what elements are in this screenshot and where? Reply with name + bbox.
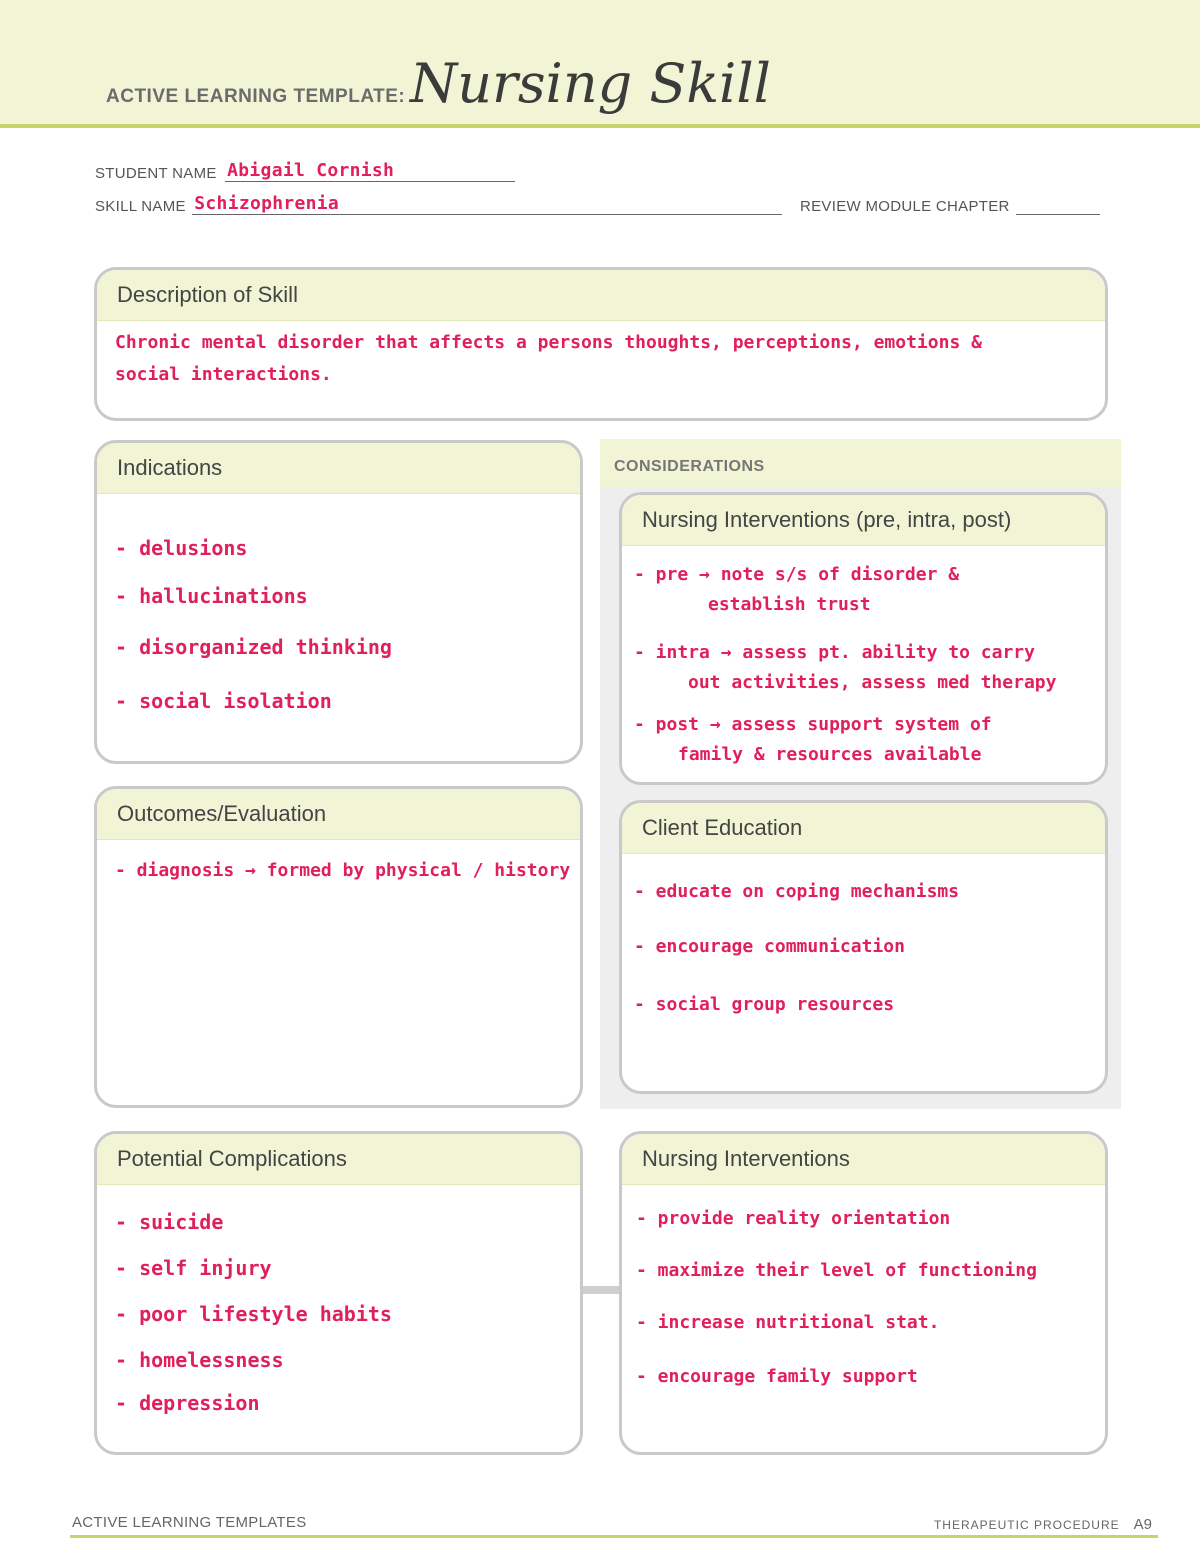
outcome-item: - diagnosis → formed by physical / history [115, 860, 571, 881]
client-education-box [619, 800, 1108, 1094]
review-module-field [800, 198, 1100, 215]
complication-item: - suicide [115, 1210, 224, 1234]
skill-name-field [95, 193, 782, 215]
considerations-label: CONSIDERATIONS [614, 458, 765, 475]
connector-bar [583, 1286, 621, 1294]
periop-item: - post → assess support system of [634, 714, 992, 735]
page-title: Nursing Skill [410, 52, 771, 115]
complications-box [94, 1131, 583, 1455]
periop-interventions-box [619, 492, 1108, 785]
periop-interventions-heading: Nursing Interventions (pre, intra, post) [622, 495, 1105, 546]
client-education-item: - social group resources [634, 994, 895, 1015]
periop-item: out activities, assess med therapy [688, 672, 1057, 693]
client-education-heading: Client Education [622, 803, 1105, 854]
skill-name-label: SKILL NAME [95, 198, 186, 215]
nursing-intervention-item: - maximize their level of functioning [636, 1260, 1037, 1281]
footer-section-label: THERAPEUTIC PROCEDURE [933, 1518, 1120, 1532]
student-name-value: Abigail Cornish [227, 160, 395, 181]
footer-left-label: ACTIVE LEARNING TEMPLATES [72, 1514, 307, 1531]
indications-box [94, 440, 583, 764]
nursing-interventions-heading: Nursing Interventions [622, 1134, 1105, 1185]
client-education-item: - encourage communication [634, 936, 905, 957]
complication-item: - self injury [115, 1256, 272, 1280]
page-number: A9 [1133, 1516, 1152, 1533]
footer-right [934, 1516, 1152, 1533]
complication-item: - depression [115, 1391, 260, 1415]
nursing-intervention-item: - provide reality orientation [636, 1208, 951, 1229]
indication-item: - social isolation [115, 689, 332, 713]
indication-item: - disorganized thinking [115, 635, 392, 659]
nursing-intervention-item: - increase nutritional stat. [636, 1312, 940, 1333]
periop-item: - intra → assess pt. ability to carry [634, 642, 1035, 663]
nursing-intervention-item: - encourage family support [636, 1366, 918, 1387]
footer-divider [70, 1535, 1158, 1538]
periop-item: establish trust [708, 594, 871, 615]
indication-item: - delusions [115, 536, 248, 560]
periop-item: - pre → note s/s of disorder & [634, 564, 960, 585]
complications-heading: Potential Complications [97, 1134, 580, 1185]
student-name-input[interactable] [225, 160, 515, 182]
complication-item: - poor lifestyle habits [115, 1302, 392, 1326]
complication-item: - homelessness [115, 1348, 284, 1372]
template-label: ACTIVE LEARNING TEMPLATE: [106, 86, 406, 107]
description-line: social interactions. [115, 364, 332, 385]
indications-heading: Indications [97, 443, 580, 494]
client-education-item: - educate on coping mechanisms [634, 881, 960, 902]
skill-name-input[interactable] [192, 193, 782, 215]
outcomes-heading: Outcomes/Evaluation [97, 789, 580, 840]
student-name-label: STUDENT NAME [95, 165, 217, 182]
review-module-label: REVIEW MODULE CHAPTER [800, 198, 1010, 215]
outcomes-box [94, 786, 583, 1108]
description-line: Chronic mental disorder that affects a persons thoughts, perceptions, emotions & [115, 332, 982, 353]
review-module-input[interactable] [1016, 198, 1100, 215]
periop-item: family & resources available [678, 744, 982, 765]
description-heading: Description of Skill [97, 270, 1105, 321]
header-divider [0, 124, 1200, 128]
indication-item: - hallucinations [115, 584, 308, 608]
description-box [94, 267, 1108, 421]
student-name-field [95, 160, 515, 182]
nursing-interventions-box [619, 1131, 1108, 1455]
skill-name-value: Schizophrenia [194, 193, 340, 214]
